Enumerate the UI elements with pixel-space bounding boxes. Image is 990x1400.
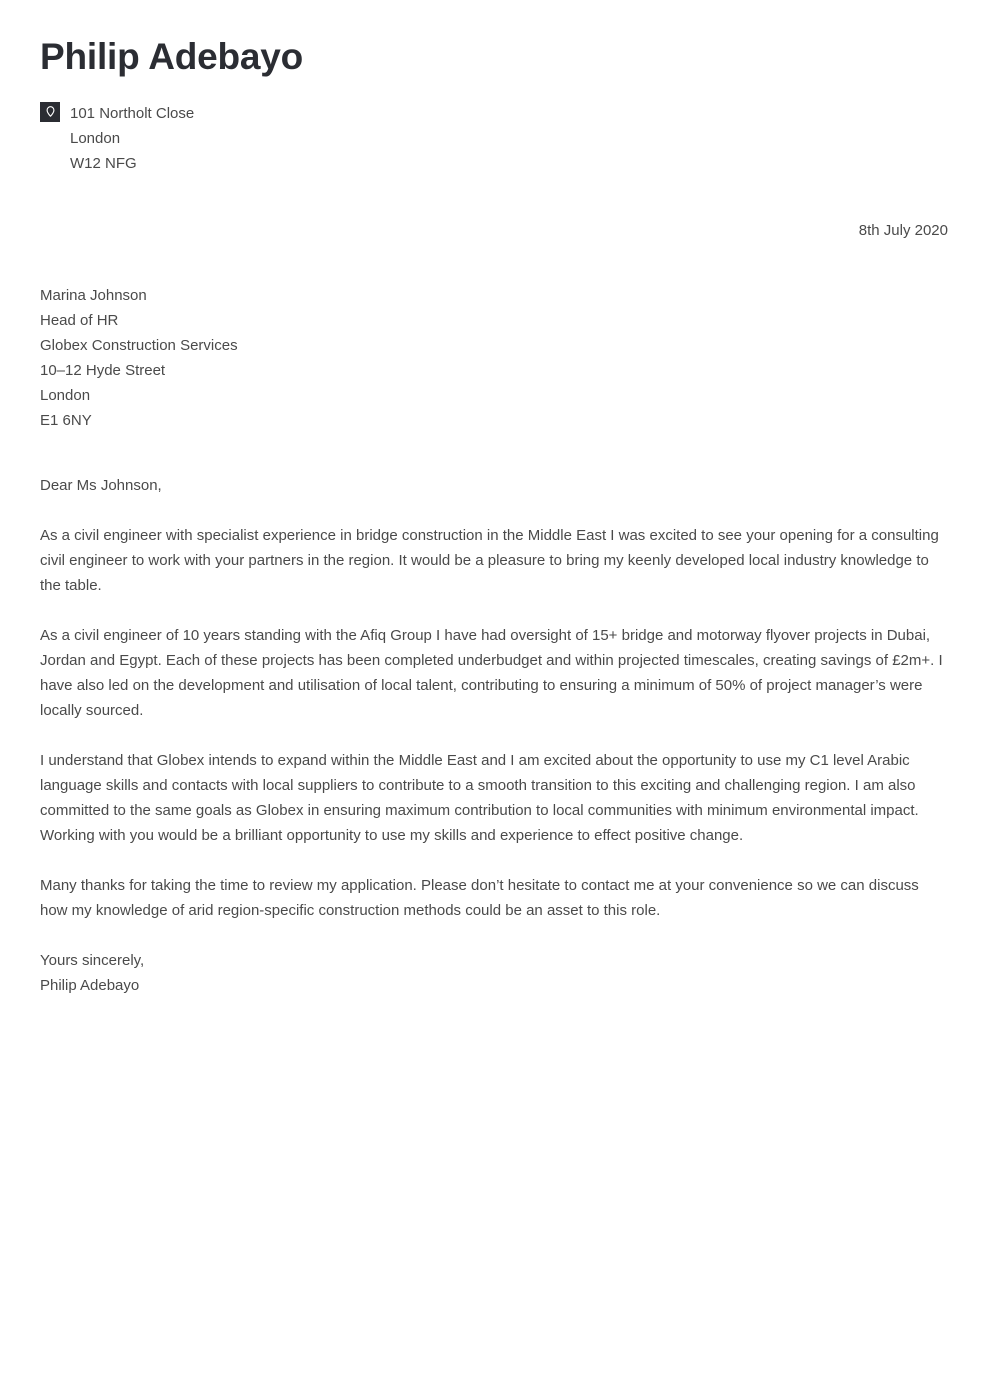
sender-address-line: 101 Northolt Close [70,104,195,122]
map-pin-icon [40,102,60,122]
recipient-line: London [40,386,91,404]
sender-address-block [40,101,950,176]
salutation: Dear Ms Johnson, [40,476,162,494]
recipient-line: 10–12 Hyde Street [40,361,166,379]
letter-paragraph: I understand that Globex intends to expand within the Middle East and I am excited about the opportunity to use my C1 level Arabic language skills and contacts with local suppliers to contribute to a smooth transition to this exciting and challenging region. I am also committed to the same goals as Globex in ensuring maximum contribution to local communities with minimum environmental impact. Working with you would be a brilliant opportunity to use my skills and experience to effect positive change. [40,751,919,844]
recipient-line: Globex Construction Services [40,336,238,354]
sender-address-line: W12 NFG [70,154,137,172]
sender-address-lines [70,101,194,176]
closing-line: Yours sincerely, [40,951,145,969]
recipient-line: E1 6NY [40,411,92,429]
sender-name-heading: Philip Adebayo [40,36,304,77]
letter-body [40,523,950,923]
letter-paragraph: Many thanks for taking the time to review my application. Please don’t hesitate to contact me at your convenience so we can discuss how my knowledge of arid region-specific construction methods could be an asset to this role. [40,876,919,919]
letter-paragraph: As a civil engineer of 10 years standing with the Afiq Group I have had oversight of 15+ bridge and motorway flyover projects in Dubai, Jordan and Egypt. Each of these projects has been completed underbudget and within projected timescales, creating savings of £2m+. I have also led on the development and utilisation of local talent, contributing to ensuring a minimum of 50% of project manager’s were locally sourced. [40,626,943,719]
signature-name: Philip Adebayo [40,976,140,994]
letter-date: 8th July 2020 [858,221,948,239]
recipient-line: Marina Johnson [40,286,147,304]
sender-address-line: London [70,129,121,147]
letter-signoff [40,948,950,998]
recipient-address-block [40,283,950,433]
recipient-line: Head of HR [40,311,119,329]
letter-paragraph: As a civil engineer with specialist experience in bridge construction in the Middle East I was excited to see your opening for a consulting civil engineer to work with your partners in the region. It would be a pleasure to bring my keenly developed local industry knowledge to the table. [40,526,939,594]
